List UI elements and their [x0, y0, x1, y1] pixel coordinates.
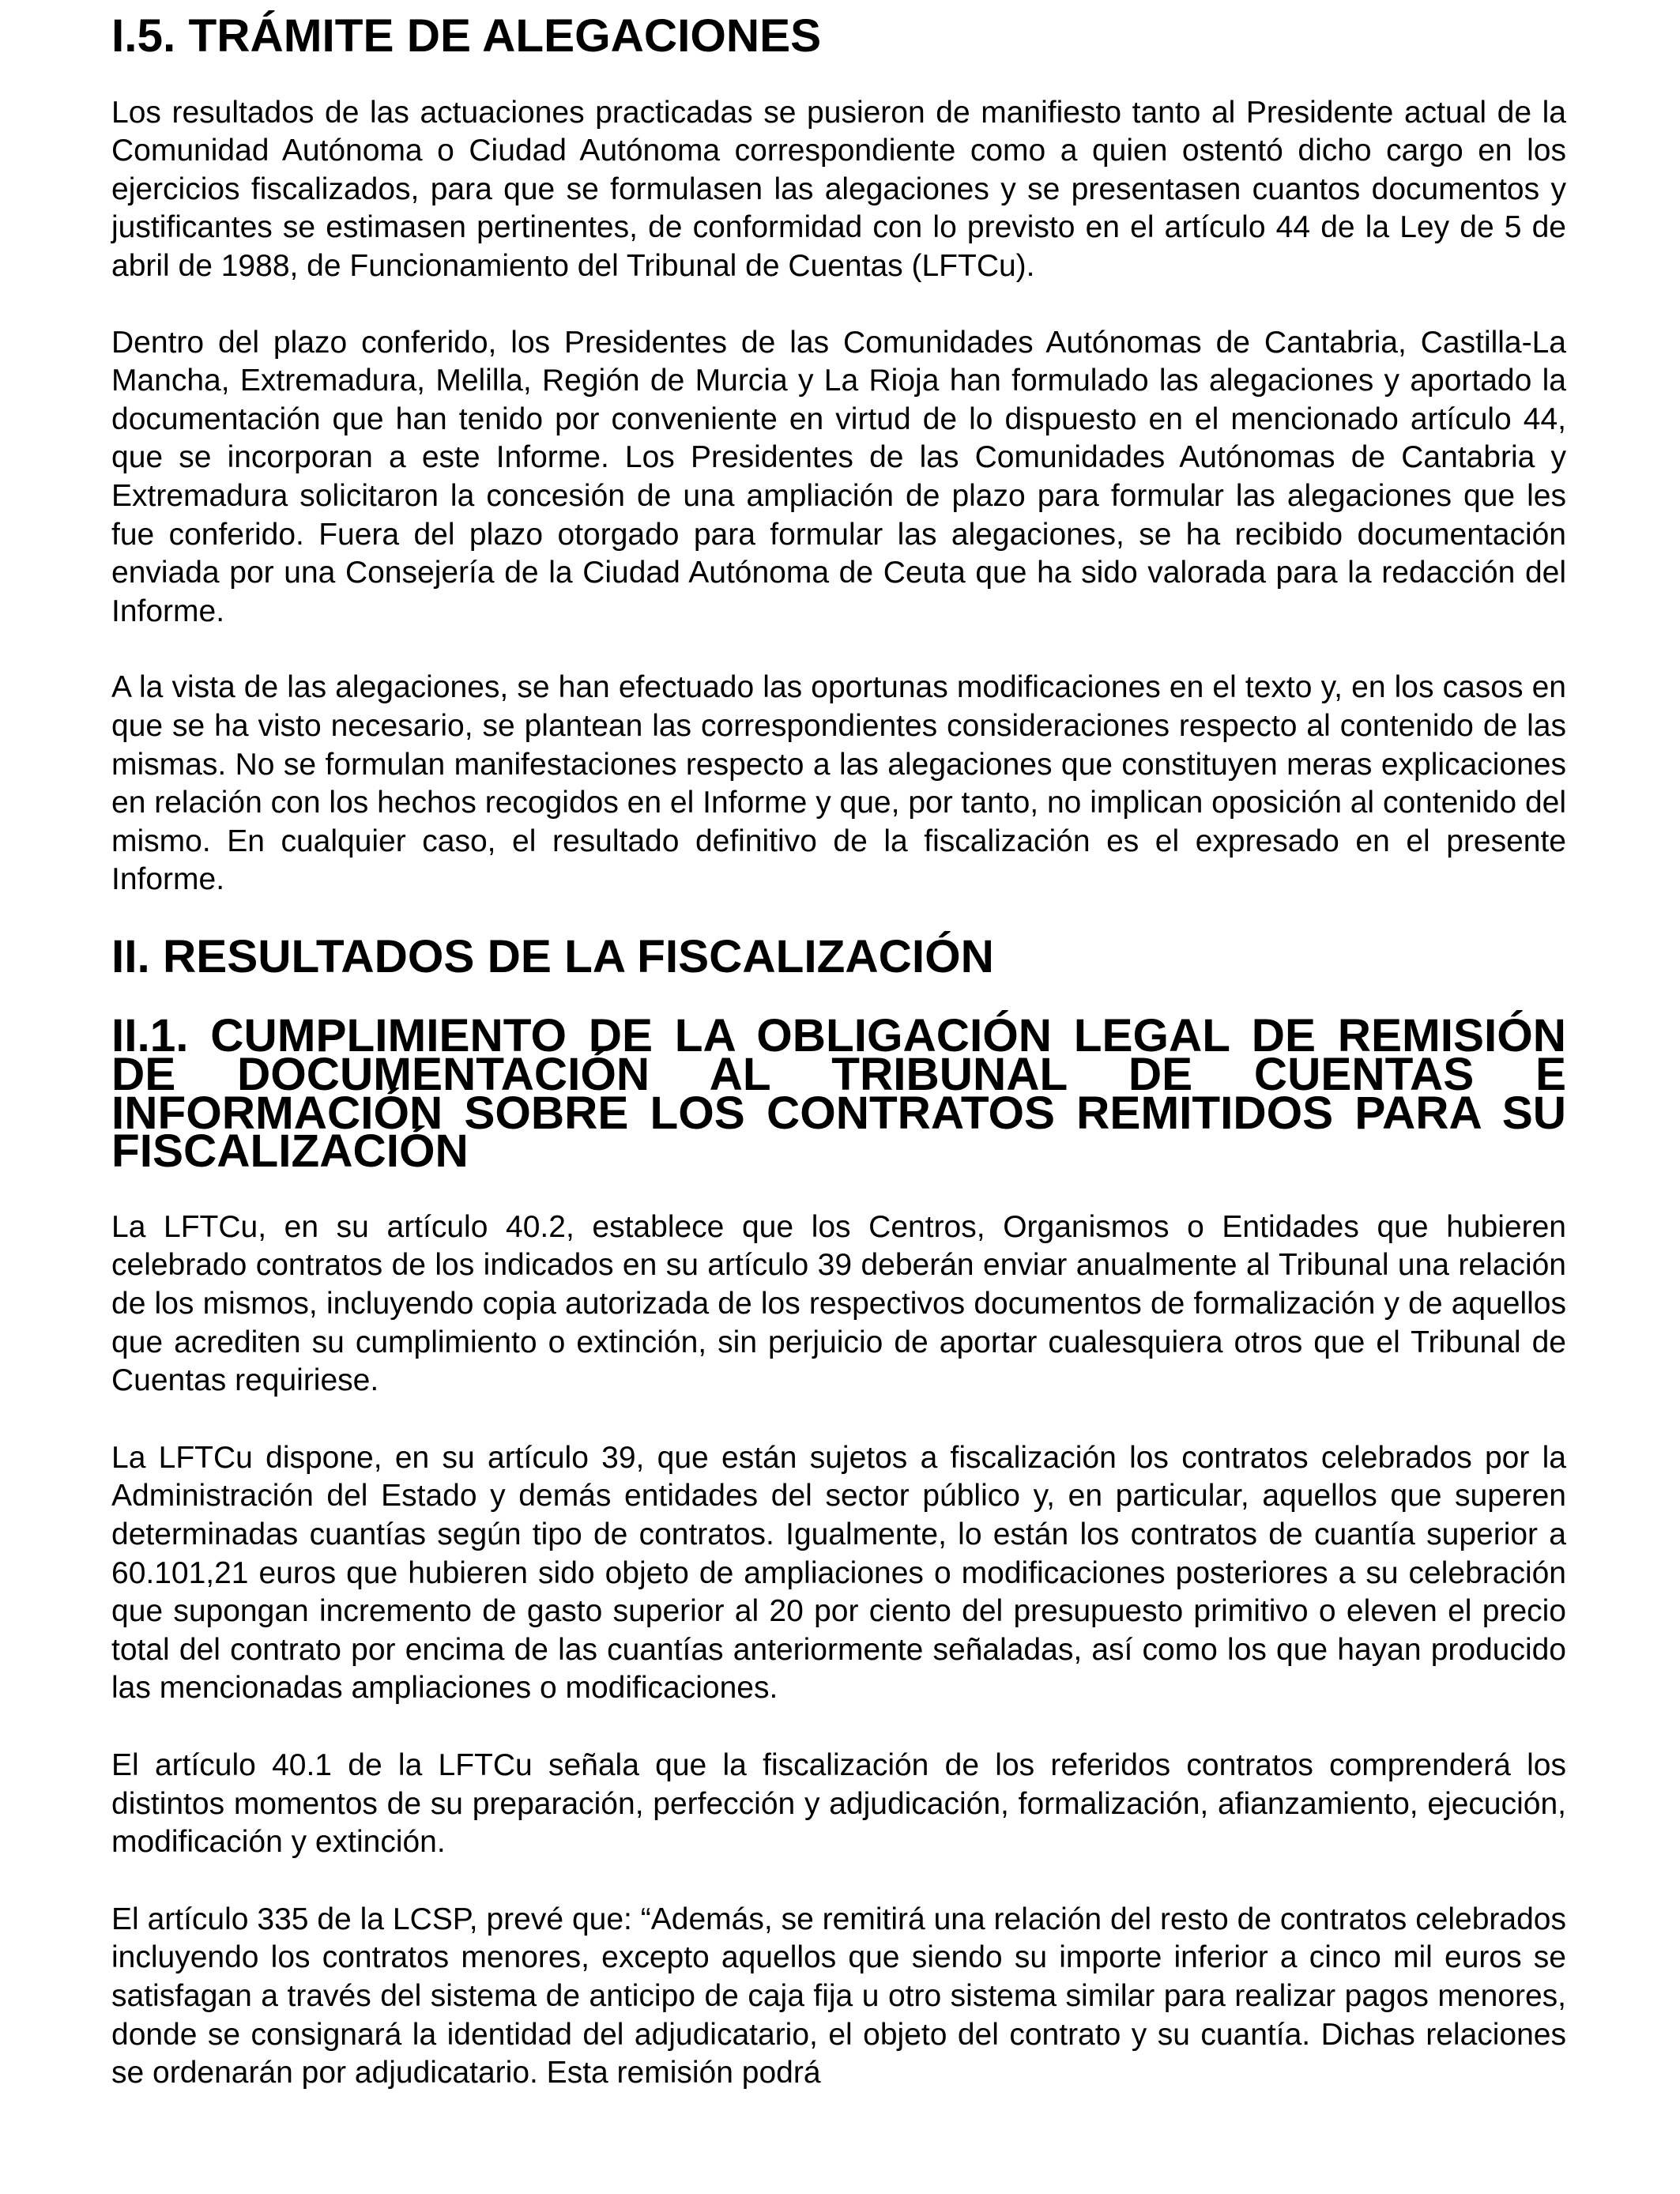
paragraph: La LFTCu, en su artículo 40.2, establece que los Centros, Organismos o Entidades que hubieren celebrado contratos de los indicados en su artículo 39 deberán enviar anualmente al Tribunal una relación de los mismos, incluyendo copia autorizada de los respectivos documentos de formalización y de aquellos que acrediten su cumplimiento o extinción, sin perjuicio de aportar cualesquiera otros que el Tribunal de Cuentas requiriese. — [111, 1209, 1566, 1398]
section-heading-resultados: II. RESULTADOS DE LA FISCALIZACIÓN — [111, 930, 994, 982]
paragraph: El artículo 40.1 de la LFTCu señala que la fiscalización de los referidos contratos comprenderá los distintos momentos de su preparación, perfección y adjudicación, formalización, afianzamiento, ejecución, modificación y extinción. — [111, 1747, 1566, 1860]
paragraph: La LFTCu dispone, en su artículo 39, que están sujetos a fiscalización los contratos celebrados por la Administración del Estado y demás entidades del sector público y, en particular, aquellos que superen determinadas cuantías según tipo de contratos. Igualmente, lo están los contratos de cuantía superior a 60.101,21 euros que hubieren sido objeto de ampliaciones o modificaciones posteriores a su celebración que supongan incremento de gasto superior al 20 por ciento del presupuesto primitivo o eleven el precio total del contrato por encima de las cuantías anteriormente señaladas, así como los que hayan producido las mencionadas ampliaciones o modificaciones. — [111, 1440, 1566, 1706]
paragraph: Los resultados de las actuaciones practicadas se pusieron de manifiesto tanto al Presidente actual de la Comunidad Autónoma o Ciudad Autónoma correspondiente como a quien ostentó dicho cargo en los ejercicios fiscalizados, para que se formulasen las alegaciones y se presentasen cuantos documentos y justificantes se estimasen pertinentes, de conformidad con lo previsto en el artículo 44 de la Ley de 5 de abril de 1988, de Funcionamiento del Tribunal de Cuentas (LFTCu). — [111, 95, 1566, 283]
paragraph: A la vista de las alegaciones, se han efectuado las oportunas modificaciones en el texto y, en los casos en que se ha visto necesario, se plantean las correspondientes consideraciones respecto al contenido de las mismas. No se formulan manifestaciones respecto a las alegaciones que constituyen meras explicaciones en relación con los hechos recogidos en el Informe y que, por tanto, no implican oposición al contenido del mismo. En cualquier caso, el resultado definitivo de la fiscalización es el expresado en el presente Informe. — [111, 670, 1566, 897]
paragraph: Dentro del plazo conferido, los Presidentes de las Comunidades Autónomas de Cantabria, Castilla-La Mancha, Extremadura, Melilla, Región de Murcia y La Rioja han formulado las alegaciones y aportado la documentación que han tenido por conveniente en virtud de lo dispuesto en el mencionado artículo 44, que se incorporan a este Informe. Los Presidentes de las Comunidades Autónomas de Cantabria y Extremadura solicitaron la concesión de una ampliación de plazo para formular las alegaciones que les fue conferido. Fuera del plazo otorgado para formular las alegaciones, se ha recibido documentación enviada por una Consejería de la Ciudad Autónoma de Ceuta que ha sido valorada para la redacción del Informe. — [111, 325, 1566, 628]
paragraph: El artículo 335 de la LCSP, prevé que: “Además, se remitirá una relación del resto de contratos celebrados incluyendo los contratos menores, excepto aquellos que siendo su importe inferior a cinco mil euros se satisfagan a través del sistema de anticipo de caja fija u otro sistema similar para realizar pagos menores, donde se consignará la identidad del adjudicatario, el objeto del contrato y su cuantía. Dichas relaciones se ordenarán por adjudicatario. Esta remisión podrá — [111, 1902, 1566, 2090]
section-heading-tramite-alegaciones: I.5. TRÁMITE DE ALEGACIONES — [111, 10, 822, 62]
section-heading-cumplimiento: II.1. CUMPLIMIENTO DE LA OBLIGACIÓN LEGAL DE REMISIÓN DE DOCUMENTACIÓN AL TRIBUNAL DE CUENTAS E INFORMACIÓN SOBRE LOS CONTRATOS REMITIDOS PARA SU FISCALIZACIÓN — [111, 1010, 1566, 1178]
document-page — [111, 10, 1566, 2093]
